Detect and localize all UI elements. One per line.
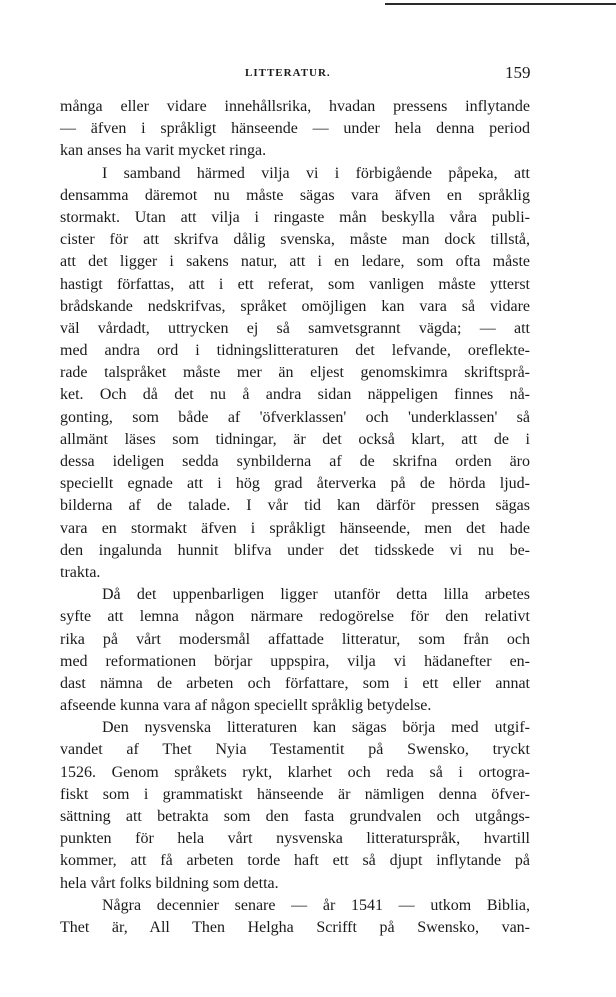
text-line: speciellt egnade att i hög grad återverka på de hörda ljud-	[60, 475, 530, 493]
text-line: Thet är, All Then Helgha Scrifft på Swensko, van-	[60, 918, 530, 936]
text-line: väl vårdadt, uttrycken ej så samvetsgrannt vägda; — att	[60, 319, 530, 337]
text-line: brådskande nedskrifvas, språket omöjligen kan vara så vidare	[60, 297, 530, 315]
running-head	[0, 63, 616, 87]
text-line: densamma däremot nu måste sägas vara äfven en språklig	[60, 186, 530, 204]
text-line: fiskt som i grammatiskt hänseende är nämligen denna öfver-	[60, 785, 530, 803]
text-line: Då det uppenbarligen ligger utanför detta lilla arbetes	[102, 586, 530, 604]
text-line: 1526. Genom språkets rykt, klarhet och reda så i ortogra-	[60, 763, 530, 781]
text-line: trakta.	[60, 563, 101, 581]
body-text	[60, 96, 530, 939]
text-line: den ingalunda hunnit blifva under det tidsskede vi nu be-	[60, 541, 530, 559]
page-number: 159	[505, 63, 531, 82]
text-line: sättning att betrakta som den fasta grundvalen och utgångs-	[60, 808, 530, 825]
text-line: dast nämna de arbeten och författare, som i ett eller annat	[60, 674, 530, 692]
text-line: med reformationen börjar uppspira, vilja vi hädanefter en-	[60, 652, 530, 670]
text-line: ket. Och då det nu å andra sidan näppeligen finnes nå-	[60, 386, 530, 404]
text-line: hastigt författas, att i ett referat, som vanligen måste ytterst	[60, 275, 530, 293]
text-line: — äfven i språkligt hänseende — under hela denna period	[60, 120, 530, 138]
text-line: syfte att lemna någon närmare redogörelse för den relativt	[60, 608, 530, 626]
text-line: många eller vidare innehållsrika, hvadan pressens inflytande	[60, 98, 530, 115]
text-line: bilderna af de talade. I vår tid kan därför pressen sägas	[60, 497, 530, 515]
text-line: dessa ideligen sedda synbilderna af de skrifna orden äro	[60, 453, 530, 470]
top-rule	[385, 3, 616, 5]
text-line: kommer, att få arbeten torde haft ett så djupt inflytande på	[60, 852, 530, 870]
text-line: afseende kunna vara af någon speciellt språklig betydelse.	[60, 697, 432, 715]
text-line: vandet af Thet Nyia Testamentit på Swensko, tryckt	[60, 741, 530, 759]
text-line: stormakt. Utan att vilja i ringaste mån beskylla våra publi-	[60, 208, 530, 226]
text-line: Några decennier senare — år 1541 — utkom Biblia,	[102, 896, 530, 914]
text-line: allmänt läses som tidningar, är det också klart, att de i	[60, 430, 530, 448]
text-line: rade talspråket måste mer än eljest genomskimra skriftsprå-	[60, 364, 530, 382]
text-line: cister för att skrifva dålig svenska, måste man dock tillstå,	[60, 231, 530, 249]
text-line: I samband härmed vilja vi i förbigående påpeka, att	[102, 164, 530, 182]
text-line: Den nysvenska litteraturen kan sägas börja med utgif-	[102, 719, 530, 737]
text-line: vara en stormakt äfven i språkligt hänseende, men det hade	[60, 519, 530, 537]
text-line: kan anses ha varit mycket ringa.	[60, 142, 267, 160]
text-line: punkten för hela vårt nysvenska litteraturspråk, hvartill	[60, 830, 530, 848]
text-line: att det ligger i sakens natur, att i en ledare, som ofta måste	[60, 253, 530, 271]
text-line: hela vårt folks bildning som detta.	[60, 874, 279, 892]
text-line: gonting, som både af 'öfverklassen' och 'underklassen' så	[60, 408, 530, 426]
text-line: rika på vårt modersmål affattade litteratur, som från och	[60, 630, 530, 648]
running-title: LITTERATUR.	[245, 67, 331, 79]
text-line: med andra ord i tidningslitteraturen det lefvande, oreflekte-	[60, 342, 530, 360]
